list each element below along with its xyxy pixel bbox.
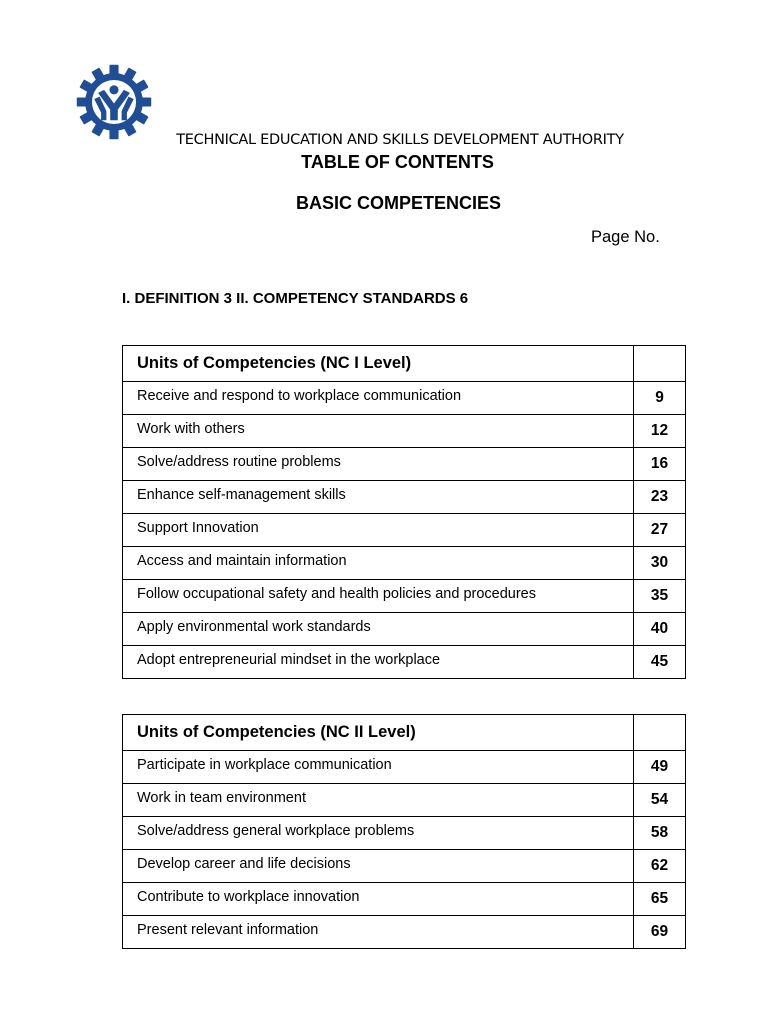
unit-name: Solve/address general workplace problems	[123, 817, 634, 850]
unit-name: Work with others	[123, 415, 634, 448]
nc2-units-table	[122, 714, 686, 949]
table-row	[123, 514, 686, 547]
unit-name: Participate in workplace communication	[123, 751, 634, 784]
table-heading-page	[634, 715, 686, 751]
table-row	[123, 817, 686, 850]
page-number: 58	[634, 817, 686, 850]
unit-name: Solve/address routine problems	[123, 448, 634, 481]
page-number: 62	[634, 850, 686, 883]
table-row	[123, 448, 686, 481]
unit-name: Receive and respond to workplace communication	[123, 382, 634, 415]
unit-name: Contribute to workplace innovation	[123, 883, 634, 916]
unit-name: Enhance self-management skills	[123, 481, 634, 514]
unit-name: Follow occupational safety and health policies and procedures	[123, 580, 634, 613]
page-no-label: Page No.	[591, 228, 660, 246]
page-number: 69	[634, 916, 686, 949]
intro-line: I. DEFINITION 3 II. COMPETENCY STANDARDS 6	[122, 290, 469, 307]
page-number: 27	[634, 514, 686, 547]
table-row	[123, 751, 686, 784]
table-row	[123, 784, 686, 817]
table-row	[123, 916, 686, 949]
page-number: 30	[634, 547, 686, 580]
table-row	[123, 415, 686, 448]
page-number: 35	[634, 580, 686, 613]
table-heading: Units of Competencies (NC I Level)	[123, 346, 634, 382]
nc1-units-table	[122, 345, 686, 679]
table-row	[123, 580, 686, 613]
table-row	[123, 382, 686, 415]
table-row	[123, 547, 686, 580]
table-row	[123, 883, 686, 916]
page-number: 23	[634, 481, 686, 514]
agency-name: TECHNICAL EDUCATION AND SKILLS DEVELOPMENT AUTHORITY	[176, 132, 624, 148]
unit-name: Support Innovation	[123, 514, 634, 547]
unit-name: Present relevant information	[123, 916, 634, 949]
page-number: 12	[634, 415, 686, 448]
section-title: BASIC COMPETENCIES	[295, 193, 502, 213]
table-row	[123, 613, 686, 646]
page-number: 49	[634, 751, 686, 784]
table-heading-page	[634, 346, 686, 382]
table-row	[123, 481, 686, 514]
unit-name: Access and maintain information	[123, 547, 634, 580]
tesda-logo-icon	[76, 64, 152, 140]
unit-name: Work in team environment	[123, 784, 634, 817]
page-number: 9	[634, 382, 686, 415]
table-header-row	[123, 346, 686, 382]
page-number: 16	[634, 448, 686, 481]
unit-name: Apply environmental work standards	[123, 613, 634, 646]
page-number: 54	[634, 784, 686, 817]
unit-name: Develop career and life decisions	[123, 850, 634, 883]
page-number: 45	[634, 646, 686, 679]
table-header-row	[123, 715, 686, 751]
table-heading: Units of Competencies (NC II Level)	[123, 715, 634, 751]
unit-name: Adopt entrepreneurial mindset in the workplace	[123, 646, 634, 679]
page-number: 40	[634, 613, 686, 646]
page-number: 65	[634, 883, 686, 916]
table-row	[123, 646, 686, 679]
table-row	[123, 850, 686, 883]
document-title: TABLE OF CONTENTS	[301, 152, 494, 172]
